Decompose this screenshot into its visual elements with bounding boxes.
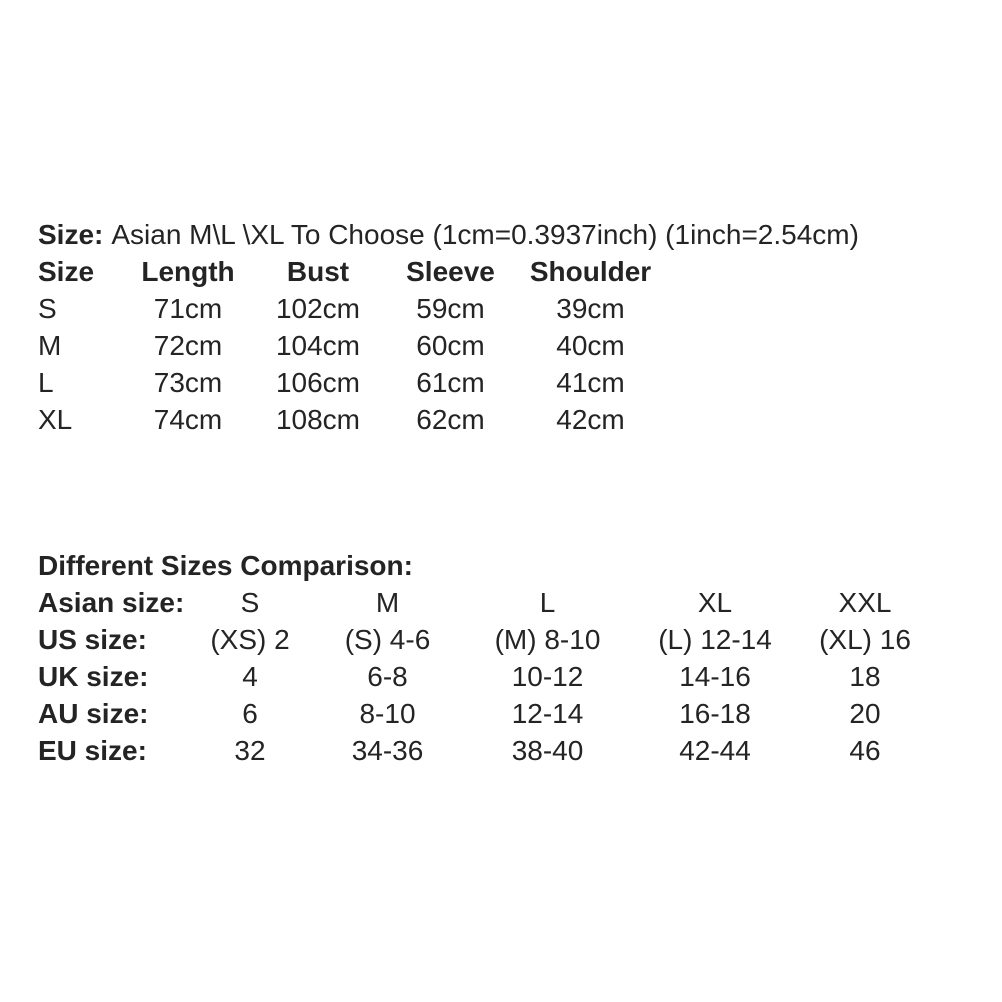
value-cell: 38-40: [511, 735, 584, 766]
header-length: Length: [141, 256, 235, 287]
value-cell: (L) 12-14: [658, 624, 772, 655]
comparison-row-eu: [35, 732, 940, 769]
measurements-header-row: [38, 253, 673, 290]
value-cell: (M) 8-10: [494, 624, 601, 655]
header-bust: Bust: [286, 256, 350, 287]
comparison-row-us: [35, 621, 940, 658]
value-cell: (XL) 16: [819, 624, 911, 655]
value-cell: 6: [242, 698, 258, 729]
sleeve-cell: 62cm: [416, 404, 485, 435]
row-label-us: US size:: [38, 624, 147, 655]
size-cell: S: [38, 293, 57, 324]
value-cell: XL: [697, 587, 733, 618]
measurements-table: [38, 253, 673, 438]
value-cell: (S) 4-6: [344, 624, 431, 655]
comparison-row-au: [35, 695, 940, 732]
section-spacer: [0, 438, 1002, 547]
comparison-row-asian: [35, 584, 940, 621]
value-cell: 14-16: [679, 661, 751, 692]
row-label-eu: EU size:: [38, 735, 147, 766]
value-cell: 10-12: [511, 661, 584, 692]
value-cell: XXL: [838, 587, 892, 618]
row-label-au: AU size:: [38, 698, 149, 729]
size-note: [38, 216, 1002, 253]
value-cell: S: [240, 587, 260, 618]
comparison-title: Different Sizes Comparison:: [38, 550, 413, 581]
size-note-text: Asian M\L \XL To Choose (1cm=0.3937inch) (1inch=2.54cm): [111, 219, 859, 250]
value-cell: 6-8: [367, 661, 408, 692]
value-cell: 8-10: [359, 698, 416, 729]
bust-cell: 108cm: [275, 404, 361, 435]
sleeve-cell: 59cm: [416, 293, 485, 324]
table-row-l: [38, 364, 673, 401]
shoulder-cell: 41cm: [556, 367, 625, 398]
value-cell: 20: [849, 698, 881, 729]
value-cell: 4: [242, 661, 258, 692]
length-cell: 72cm: [153, 330, 223, 361]
bust-cell: 102cm: [275, 293, 361, 324]
value-cell: L: [539, 587, 556, 618]
bust-cell: 104cm: [275, 330, 361, 361]
header-size: Size: [38, 256, 95, 287]
size-cell: XL: [38, 404, 73, 435]
sleeve-cell: 61cm: [416, 367, 485, 398]
size-cell: M: [38, 330, 62, 361]
shoulder-cell: 39cm: [556, 293, 625, 324]
bust-cell: 106cm: [275, 367, 361, 398]
table-row-s: [38, 290, 673, 327]
comparison-row-uk: [35, 658, 940, 695]
value-cell: M: [375, 587, 400, 618]
length-cell: 74cm: [153, 404, 223, 435]
value-cell: 18: [849, 661, 881, 692]
value-cell: 34-36: [351, 735, 424, 766]
value-cell: 32: [234, 735, 266, 766]
size-note-label: Size:: [38, 219, 104, 250]
header-shoulder: Shoulder: [529, 256, 652, 287]
shoulder-cell: 42cm: [556, 404, 625, 435]
value-cell: 46: [849, 735, 881, 766]
row-label-asian: Asian size:: [38, 587, 185, 618]
value-cell: 12-14: [511, 698, 584, 729]
length-cell: 71cm: [153, 293, 223, 324]
value-cell: 16-18: [679, 698, 751, 729]
value-cell: (XS) 2: [210, 624, 290, 655]
sleeve-cell: 60cm: [416, 330, 485, 361]
header-sleeve: Sleeve: [406, 256, 495, 287]
table-row-xl: [38, 401, 673, 438]
size-cell: L: [38, 367, 54, 398]
comparison-table: [35, 584, 940, 769]
table-row-m: [38, 327, 673, 364]
shoulder-cell: 40cm: [556, 330, 625, 361]
value-cell: 42-44: [679, 735, 751, 766]
row-label-uk: UK size:: [38, 661, 149, 692]
length-cell: 73cm: [153, 367, 223, 398]
